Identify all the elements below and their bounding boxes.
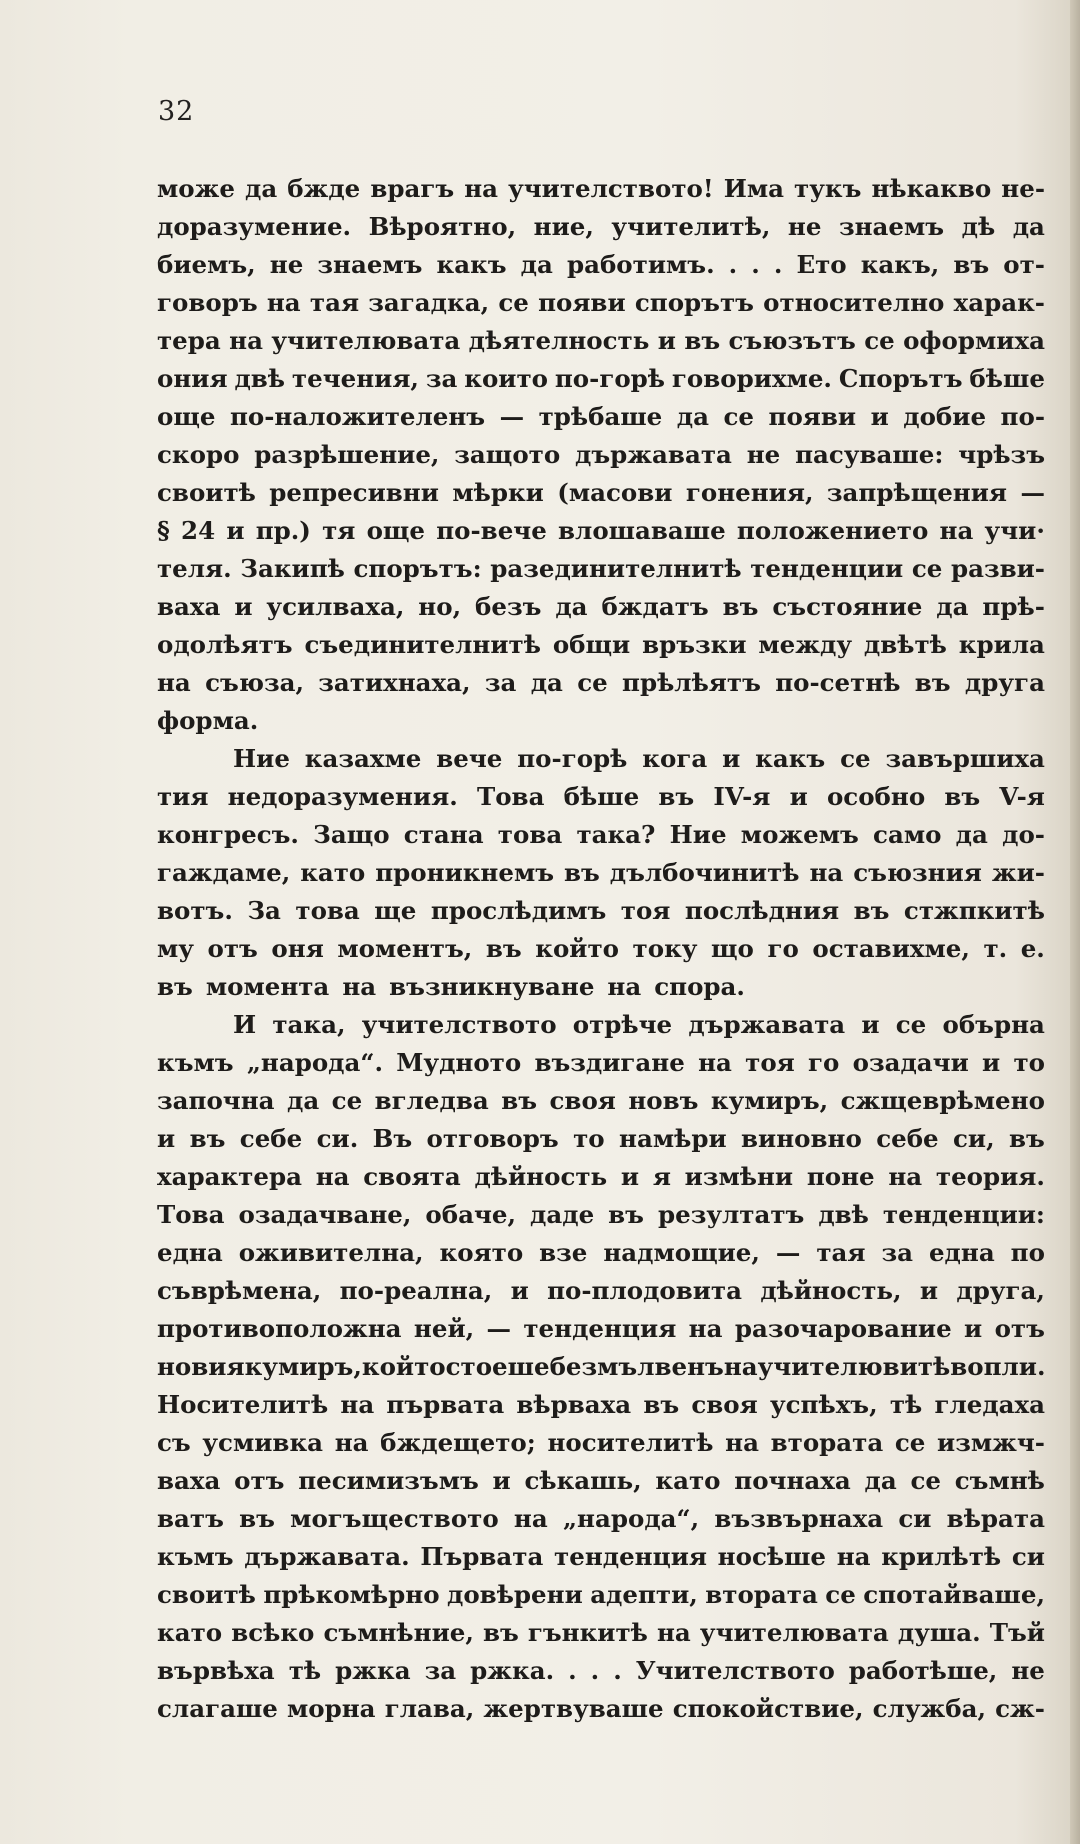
- text-line: своитѣ прѣкомѣрно довѣрени адепти, втората се спотайваше,: [157, 1580, 1045, 1609]
- text-line: му отъ оня моментъ, въ който току що го оставихме, т. е.: [157, 934, 1045, 963]
- text-line: къмъ „народа“. Мудното въздигане на тоя го озадачи и то: [157, 1048, 1045, 1077]
- text-line: Носителитѣ на първата вѣрваха въ своя успѣхъ, тѣ гледаха: [157, 1390, 1045, 1419]
- text-line: и въ себе си. Въ отговоръ то намѣри виновно себе си, въ: [157, 1124, 1045, 1153]
- text-line: Ние казахме вече по-горѣ кога и какъ се завършиха: [233, 744, 1045, 773]
- text-line: Това озадачване, обаче, даде въ резултатъ двѣ тенденции:: [157, 1200, 1045, 1229]
- text-line: форма.: [157, 706, 259, 735]
- text-line: доразумение. Вѣроятно, ние, учителитѣ, не знаемъ дѣ да: [157, 212, 1045, 241]
- text-line: теля. Закипѣ спорътъ: разединителнитѣ тенденции се разви-: [157, 554, 1045, 583]
- text-line: новия кумиръ, който стоеше безмълвенъ на учителювитѣ вопли.: [157, 1352, 1046, 1381]
- page-number: 32: [158, 96, 195, 127]
- text-line: започна да се вгледва въ своя новъ кумиръ, сжщеврѣмено: [157, 1086, 1045, 1115]
- text-line: одолѣятъ съединителнитѣ общи връзки между двѣтѣ крила: [157, 630, 1045, 659]
- text-line: може да бжде врагъ на учителството! Има тукъ нѣкакво не-: [157, 174, 1045, 203]
- text-line: вървѣха тѣ ржка за ржка. . . . Учителството работѣше, не: [157, 1656, 1045, 1685]
- text-line: една оживителна, която взе надмощие, — тая за една по: [157, 1238, 1045, 1267]
- text-line: конгресъ. Защо стана това така? Ние можемъ само да до-: [157, 820, 1045, 849]
- text-line: вотъ. За това ще прослѣдимъ тоя послѣдния въ стжпкитѣ: [157, 896, 1045, 925]
- text-line: тия недоразумения. Това бѣше въ IV-я и особно въ V-я: [157, 782, 1045, 811]
- text-line: гаждаме, като проникнемъ въ дълбочинитѣ на съюзния жи-: [157, 858, 1045, 887]
- text-line: ваха и усилваха, но, безъ да бждатъ въ състояние да прѣ-: [157, 592, 1045, 621]
- text-line: биемъ, не знаемъ какъ да работимъ. . . . Ето какъ, въ от-: [157, 250, 1045, 279]
- body-text: [157, 170, 1045, 1728]
- text-line: съ усмивка на бждещето; носителитѣ на втората се измжч-: [157, 1428, 1045, 1457]
- text-line: § 24 и пр.) тя още по-вече влошаваше положението на учи·: [157, 516, 1045, 545]
- text-line: ваха отъ песимизъмъ и сѣкашь, като почнаха да се съмнѣ: [157, 1466, 1045, 1495]
- text-line: противоположна ней, — тенденция на разочарование и отъ: [157, 1314, 1045, 1343]
- text-line: И така, учителството отрѣче държавата и се обърна: [233, 1010, 1045, 1039]
- text-line: още по-наложителенъ — трѣбаше да се появи и добие по-: [157, 402, 1045, 431]
- text-line: тера на учителювата дѣятелность и въ съюзътъ се оформиха: [157, 326, 1045, 355]
- text-line: къмъ държавата. Първата тенденция носѣше на крилѣтѣ си: [157, 1542, 1045, 1571]
- text-line: ония двѣ течения, за които по-горѣ говорихме. Спорътъ бѣше: [157, 364, 1045, 393]
- text-line: на съюза, затихнаха, за да се прѣлѣятъ по-сетнѣ въ друга: [157, 668, 1045, 697]
- text-line: като всѣко съмнѣние, въ гънкитѣ на учителювата душа. Тъй: [157, 1618, 1045, 1647]
- text-line: своитѣ репресивни мѣрки (масови гонения, запрѣщения —: [157, 478, 1045, 507]
- text-line: характера на своята дѣйность и я измѣни поне на теория.: [157, 1162, 1045, 1191]
- text-line: скоро разрѣшение, защото държавата не пасуваше: чрѣзъ: [157, 440, 1045, 469]
- page-edge-shadow: [1070, 0, 1080, 1844]
- text-line: съврѣмена, по-реална, и по-плодовита дѣйность, и друга,: [157, 1276, 1045, 1305]
- text-line: ватъ въ могъществото на „народа“, възвърнаха си вѣрата: [157, 1504, 1045, 1533]
- text-line: слагаше морна глава, жертвуваше спокойствие, служба, сж-: [157, 1694, 1045, 1723]
- text-line: въ момента на възникнуване на спора.: [157, 972, 745, 1001]
- text-line: говоръ на тая загадка, се появи спорътъ относително харак-: [157, 288, 1045, 317]
